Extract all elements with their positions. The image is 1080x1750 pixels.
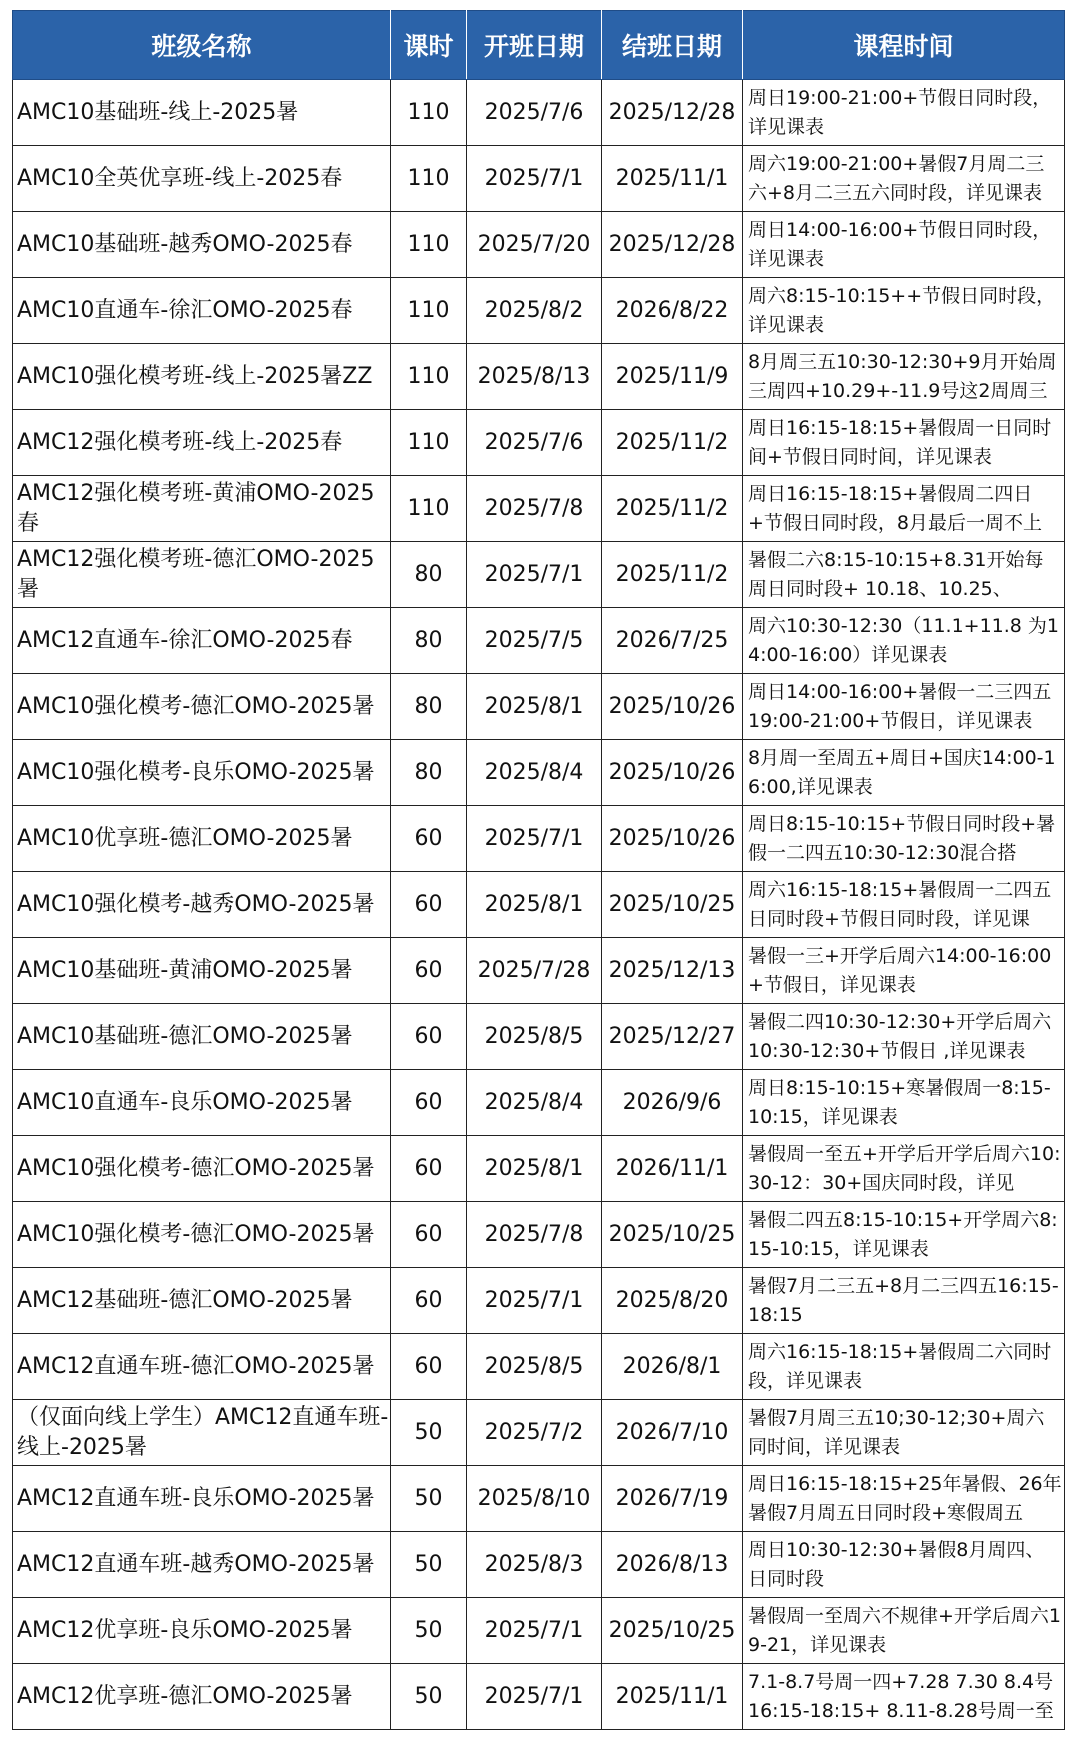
class-name: AMC12直通车班-良乐OMO-2025暑 bbox=[17, 1485, 375, 1511]
table-row bbox=[13, 1532, 1065, 1598]
schedule-text: 周日14:00-16:00+暑假一二三四五19:00-21:00+节假日，详见课表 bbox=[748, 680, 1052, 732]
end-date-cell: 2025/8/20 bbox=[602, 1268, 743, 1334]
start-date-cell: 2025/7/1 bbox=[467, 146, 602, 212]
class-name-cell bbox=[13, 740, 391, 806]
schedule-cell bbox=[743, 1268, 1065, 1334]
end-date-cell: 2025/11/1 bbox=[602, 1664, 743, 1730]
start-date-cell: 2025/7/6 bbox=[467, 410, 602, 476]
start-date-cell: 2025/8/1 bbox=[467, 872, 602, 938]
class-name: AMC10基础班-越秀OMO-2025春 bbox=[17, 231, 353, 257]
hours-cell: 50 bbox=[391, 1400, 467, 1466]
schedule-text: 周日16:15-18:15+暑假周二四日+节假日同时段，8月最后一周不上 bbox=[748, 482, 1043, 534]
class-name-cell bbox=[13, 1400, 391, 1466]
class-name-cell bbox=[13, 80, 391, 146]
class-name-cell bbox=[13, 1334, 391, 1400]
table-row bbox=[13, 146, 1065, 212]
hours-cell: 110 bbox=[391, 476, 467, 542]
start-date-cell: 2025/7/1 bbox=[467, 542, 602, 608]
class-name: AMC12强化模考班-德汇OMO-2025暑 bbox=[17, 546, 375, 602]
hours-cell: 50 bbox=[391, 1466, 467, 1532]
schedule-cell bbox=[743, 674, 1065, 740]
table-row bbox=[13, 872, 1065, 938]
start-date-cell: 2025/7/1 bbox=[467, 806, 602, 872]
schedule-text: 7.1-8.7号周一四+7.28 7.30 8.4号16:15-18:15+ 8.11-8.28号周一至 bbox=[748, 1670, 1054, 1722]
class-name: AMC10强化模考-德汇OMO-2025暑 bbox=[17, 693, 375, 719]
end-date-cell: 2025/12/28 bbox=[602, 212, 743, 278]
class-name: AMC12优享班-良乐OMO-2025暑 bbox=[17, 1617, 353, 1643]
start-date-cell: 2025/8/5 bbox=[467, 1334, 602, 1400]
schedule-cell bbox=[743, 806, 1065, 872]
schedule-cell bbox=[743, 740, 1065, 806]
end-date-cell: 2025/11/2 bbox=[602, 410, 743, 476]
table-row bbox=[13, 608, 1065, 674]
schedule-text: 8月周一至周五+周日+国庆14:00-16:00,详见课表 bbox=[748, 746, 1056, 798]
class-name: AMC10优享班-德汇OMO-2025暑 bbox=[17, 825, 353, 851]
schedule-text: 周日8:15-10:15+寒暑假周一8:15-10:15，详见课表 bbox=[748, 1076, 1051, 1128]
hours-cell: 80 bbox=[391, 608, 467, 674]
end-date-cell: 2025/12/27 bbox=[602, 1004, 743, 1070]
class-name: AMC10强化模考-德汇OMO-2025暑 bbox=[17, 1221, 375, 1247]
hours-cell: 110 bbox=[391, 278, 467, 344]
class-name-cell bbox=[13, 1466, 391, 1532]
class-name-cell bbox=[13, 1268, 391, 1334]
schedule-cell bbox=[743, 146, 1065, 212]
end-date-cell: 2025/10/26 bbox=[602, 806, 743, 872]
header-end-date: 结班日期 bbox=[602, 11, 743, 80]
start-date-cell: 2025/7/8 bbox=[467, 476, 602, 542]
class-name-cell bbox=[13, 146, 391, 212]
start-date-cell: 2025/8/4 bbox=[467, 740, 602, 806]
start-date-cell: 2025/8/1 bbox=[467, 1136, 602, 1202]
table-row bbox=[13, 1466, 1065, 1532]
class-name-cell bbox=[13, 1664, 391, 1730]
hours-cell: 60 bbox=[391, 1268, 467, 1334]
schedule-text: 周日19:00-21:00+节假日同时段，详见课表 bbox=[748, 86, 1052, 138]
table-row bbox=[13, 806, 1065, 872]
table-row bbox=[13, 1202, 1065, 1268]
start-date-cell: 2025/7/2 bbox=[467, 1400, 602, 1466]
table-row bbox=[13, 1070, 1065, 1136]
table-row bbox=[13, 1136, 1065, 1202]
end-date-cell: 2026/8/1 bbox=[602, 1334, 743, 1400]
class-name-cell bbox=[13, 1136, 391, 1202]
header-hours: 课时 bbox=[391, 11, 467, 80]
hours-cell: 60 bbox=[391, 872, 467, 938]
header-row bbox=[13, 11, 1065, 80]
table-row bbox=[13, 80, 1065, 146]
hours-cell: 110 bbox=[391, 80, 467, 146]
class-name-cell bbox=[13, 806, 391, 872]
class-name-cell bbox=[13, 542, 391, 608]
start-date-cell: 2025/7/1 bbox=[467, 1664, 602, 1730]
class-name-cell bbox=[13, 1598, 391, 1664]
table-row bbox=[13, 740, 1065, 806]
header-class-name: 班级名称 bbox=[13, 11, 391, 80]
end-date-cell: 2025/10/26 bbox=[602, 674, 743, 740]
table-row bbox=[13, 1004, 1065, 1070]
end-date-cell: 2026/11/1 bbox=[602, 1136, 743, 1202]
hours-cell: 60 bbox=[391, 1004, 467, 1070]
table-body bbox=[13, 80, 1065, 1730]
schedule-text: 暑假7月周三五10;30-12;30+周六同时间，详见课表 bbox=[748, 1406, 1045, 1458]
class-schedule-table-wrap bbox=[12, 10, 1064, 1730]
schedule-text: 暑假二四五8:15-10:15+开学周六8:15-10:15，详见课表 bbox=[748, 1208, 1058, 1260]
table-row bbox=[13, 344, 1065, 410]
schedule-text: 周六10:30-12:30（11.1+11.8 为14:00-16:00）详见课表 bbox=[748, 614, 1060, 666]
end-date-cell: 2025/11/2 bbox=[602, 542, 743, 608]
class-name: AMC10全英优享班-线上-2025春 bbox=[17, 165, 343, 191]
end-date-cell: 2026/8/13 bbox=[602, 1532, 743, 1598]
hours-cell: 110 bbox=[391, 212, 467, 278]
header-start-date: 开班日期 bbox=[467, 11, 602, 80]
class-name: AMC12基础班-德汇OMO-2025暑 bbox=[17, 1287, 353, 1313]
schedule-text: 暑假一三+开学后周六14:00-16:00+节假日，详见课表 bbox=[748, 944, 1052, 996]
start-date-cell: 2025/7/28 bbox=[467, 938, 602, 1004]
end-date-cell: 2025/10/26 bbox=[602, 740, 743, 806]
schedule-cell bbox=[743, 1664, 1065, 1730]
start-date-cell: 2025/7/5 bbox=[467, 608, 602, 674]
hours-cell: 80 bbox=[391, 674, 467, 740]
hours-cell: 50 bbox=[391, 1664, 467, 1730]
hours-cell: 60 bbox=[391, 806, 467, 872]
class-name: AMC10强化模考班-线上-2025暑ZZ bbox=[17, 363, 373, 389]
schedule-cell bbox=[743, 1466, 1065, 1532]
class-name-cell bbox=[13, 938, 391, 1004]
end-date-cell: 2025/12/28 bbox=[602, 80, 743, 146]
schedule-cell bbox=[743, 278, 1065, 344]
schedule-text: 周六16:15-18:15+暑假周二六同时段，详见课表 bbox=[748, 1340, 1052, 1392]
schedule-cell bbox=[743, 476, 1065, 542]
schedule-text: 周日8:15-10:15+节假日同时段+暑假一二四五10:30-12:30混合搭 bbox=[748, 812, 1056, 864]
header-schedule: 课程时间 bbox=[743, 11, 1065, 80]
schedule-cell bbox=[743, 1004, 1065, 1070]
class-name: （仅面向线上学生）AMC12直通车班-线上-2025暑 bbox=[17, 1404, 389, 1460]
table-row bbox=[13, 938, 1065, 1004]
start-date-cell: 2025/8/5 bbox=[467, 1004, 602, 1070]
end-date-cell: 2025/11/1 bbox=[602, 146, 743, 212]
end-date-cell: 2026/9/6 bbox=[602, 1070, 743, 1136]
table-row bbox=[13, 278, 1065, 344]
table-row bbox=[13, 674, 1065, 740]
class-name-cell bbox=[13, 476, 391, 542]
class-name: AMC12强化模考班-黄浦OMO-2025春 bbox=[17, 480, 375, 536]
class-name: AMC12优享班-德汇OMO-2025暑 bbox=[17, 1683, 353, 1709]
schedule-cell bbox=[743, 1400, 1065, 1466]
class-name: AMC10强化模考-良乐OMO-2025暑 bbox=[17, 759, 375, 785]
hours-cell: 60 bbox=[391, 1202, 467, 1268]
hours-cell: 60 bbox=[391, 938, 467, 1004]
class-name-cell bbox=[13, 608, 391, 674]
schedule-text: 暑假周一至周六不规律+开学后周六19-21，详见课表 bbox=[748, 1604, 1062, 1656]
schedule-cell bbox=[743, 1202, 1065, 1268]
class-name-cell bbox=[13, 872, 391, 938]
class-name-cell bbox=[13, 1004, 391, 1070]
table-row bbox=[13, 1598, 1065, 1664]
hours-cell: 50 bbox=[391, 1532, 467, 1598]
table-row bbox=[13, 1400, 1065, 1466]
class-name: AMC12直通车班-德汇OMO-2025暑 bbox=[17, 1353, 375, 1379]
start-date-cell: 2025/8/10 bbox=[467, 1466, 602, 1532]
end-date-cell: 2025/10/25 bbox=[602, 1202, 743, 1268]
schedule-cell bbox=[743, 212, 1065, 278]
schedule-text: 暑假二六8:15-10:15+8.31开始每周日同时段+ 10.18、10.25、 bbox=[748, 548, 1044, 600]
hours-cell: 50 bbox=[391, 1598, 467, 1664]
class-name: AMC10强化模考-德汇OMO-2025暑 bbox=[17, 1155, 375, 1181]
class-name: AMC10直通车-徐汇OMO-2025春 bbox=[17, 297, 353, 323]
class-name: AMC10强化模考-越秀OMO-2025暑 bbox=[17, 891, 375, 917]
class-name-cell bbox=[13, 674, 391, 740]
schedule-cell bbox=[743, 938, 1065, 1004]
table-header bbox=[13, 11, 1065, 80]
schedule-text: 暑假7月二三五+8月二三四五16:15-18:15 bbox=[748, 1274, 1059, 1326]
class-schedule-table bbox=[12, 10, 1065, 1730]
end-date-cell: 2025/11/9 bbox=[602, 344, 743, 410]
table-row bbox=[13, 1268, 1065, 1334]
table-row bbox=[13, 542, 1065, 608]
hours-cell: 80 bbox=[391, 740, 467, 806]
schedule-cell bbox=[743, 1598, 1065, 1664]
end-date-cell: 2025/10/25 bbox=[602, 872, 743, 938]
schedule-cell bbox=[743, 542, 1065, 608]
hours-cell: 60 bbox=[391, 1070, 467, 1136]
end-date-cell: 2025/10/25 bbox=[602, 1598, 743, 1664]
schedule-text: 暑假二四10:30-12:30+开学后周六10:30-12:30+节假日 ,详见课表 bbox=[748, 1010, 1052, 1062]
end-date-cell: 2026/7/10 bbox=[602, 1400, 743, 1466]
schedule-cell bbox=[743, 410, 1065, 476]
start-date-cell: 2025/7/8 bbox=[467, 1202, 602, 1268]
schedule-cell bbox=[743, 1532, 1065, 1598]
start-date-cell: 2025/7/1 bbox=[467, 1268, 602, 1334]
schedule-text: 周日16:15-18:15+暑假周一日同时间+节假日同时间，详见课表 bbox=[748, 416, 1052, 468]
schedule-cell bbox=[743, 1070, 1065, 1136]
start-date-cell: 2025/8/1 bbox=[467, 674, 602, 740]
class-name: AMC12直通车班-越秀OMO-2025暑 bbox=[17, 1551, 375, 1577]
table-row bbox=[13, 212, 1065, 278]
class-name: AMC10基础班-黄浦OMO-2025暑 bbox=[17, 957, 353, 983]
class-name-cell bbox=[13, 1070, 391, 1136]
end-date-cell: 2026/7/25 bbox=[602, 608, 743, 674]
start-date-cell: 2025/7/20 bbox=[467, 212, 602, 278]
schedule-text: 周日16:15-18:15+25年暑假、26年暑假7月周五日同时段+寒假周五 bbox=[748, 1472, 1062, 1524]
start-date-cell: 2025/8/4 bbox=[467, 1070, 602, 1136]
start-date-cell: 2025/8/2 bbox=[467, 278, 602, 344]
hours-cell: 60 bbox=[391, 1334, 467, 1400]
start-date-cell: 2025/7/6 bbox=[467, 80, 602, 146]
schedule-cell bbox=[743, 1334, 1065, 1400]
table-row bbox=[13, 476, 1065, 542]
class-name-cell bbox=[13, 344, 391, 410]
class-name-cell bbox=[13, 212, 391, 278]
start-date-cell: 2025/7/1 bbox=[467, 1598, 602, 1664]
class-name: AMC12直通车-徐汇OMO-2025春 bbox=[17, 627, 353, 653]
schedule-text: 周六8:15-10:15++节假日同时段，详见课表 bbox=[748, 284, 1056, 336]
schedule-text: 周六19:00-21:00+暑假7月周二三六+8月二三五六同时段，详见课表 bbox=[748, 152, 1045, 204]
class-name: AMC10基础班-德汇OMO-2025暑 bbox=[17, 1023, 353, 1049]
hours-cell: 80 bbox=[391, 542, 467, 608]
table-row bbox=[13, 1664, 1065, 1730]
hours-cell: 110 bbox=[391, 146, 467, 212]
table-row bbox=[13, 1334, 1065, 1400]
start-date-cell: 2025/8/13 bbox=[467, 344, 602, 410]
schedule-cell bbox=[743, 872, 1065, 938]
class-name-cell bbox=[13, 278, 391, 344]
class-name-cell bbox=[13, 410, 391, 476]
class-name-cell bbox=[13, 1532, 391, 1598]
class-name: AMC10基础班-线上-2025暑 bbox=[17, 99, 299, 125]
start-date-cell: 2025/8/3 bbox=[467, 1532, 602, 1598]
hours-cell: 110 bbox=[391, 410, 467, 476]
schedule-text: 暑假周一至五+开学后开学后周六10:30-12：30+国庆同时段，详见 bbox=[748, 1142, 1061, 1194]
table-row bbox=[13, 410, 1065, 476]
class-name: AMC12强化模考班-线上-2025春 bbox=[17, 429, 343, 455]
schedule-cell bbox=[743, 344, 1065, 410]
schedule-text: 8月周三五10:30-12:30+9月开始周三周四+10.29+-11.9号这2周周三 bbox=[748, 350, 1057, 402]
class-name-cell bbox=[13, 1202, 391, 1268]
end-date-cell: 2025/11/2 bbox=[602, 476, 743, 542]
schedule-cell bbox=[743, 80, 1065, 146]
class-name: AMC10直通车-良乐OMO-2025暑 bbox=[17, 1089, 353, 1115]
schedule-text: 周六16:15-18:15+暑假周一二四五日同时段+节假日同时段，详见课 bbox=[748, 878, 1052, 930]
schedule-cell bbox=[743, 1136, 1065, 1202]
hours-cell: 110 bbox=[391, 344, 467, 410]
schedule-cell bbox=[743, 608, 1065, 674]
schedule-text: 周日14:00-16:00+节假日同时段，详见课表 bbox=[748, 218, 1052, 270]
end-date-cell: 2026/8/22 bbox=[602, 278, 743, 344]
schedule-text: 周日10:30-12:30+暑假8月周四、日同时段 bbox=[748, 1538, 1045, 1590]
end-date-cell: 2026/7/19 bbox=[602, 1466, 743, 1532]
hours-cell: 60 bbox=[391, 1136, 467, 1202]
end-date-cell: 2025/12/13 bbox=[602, 938, 743, 1004]
